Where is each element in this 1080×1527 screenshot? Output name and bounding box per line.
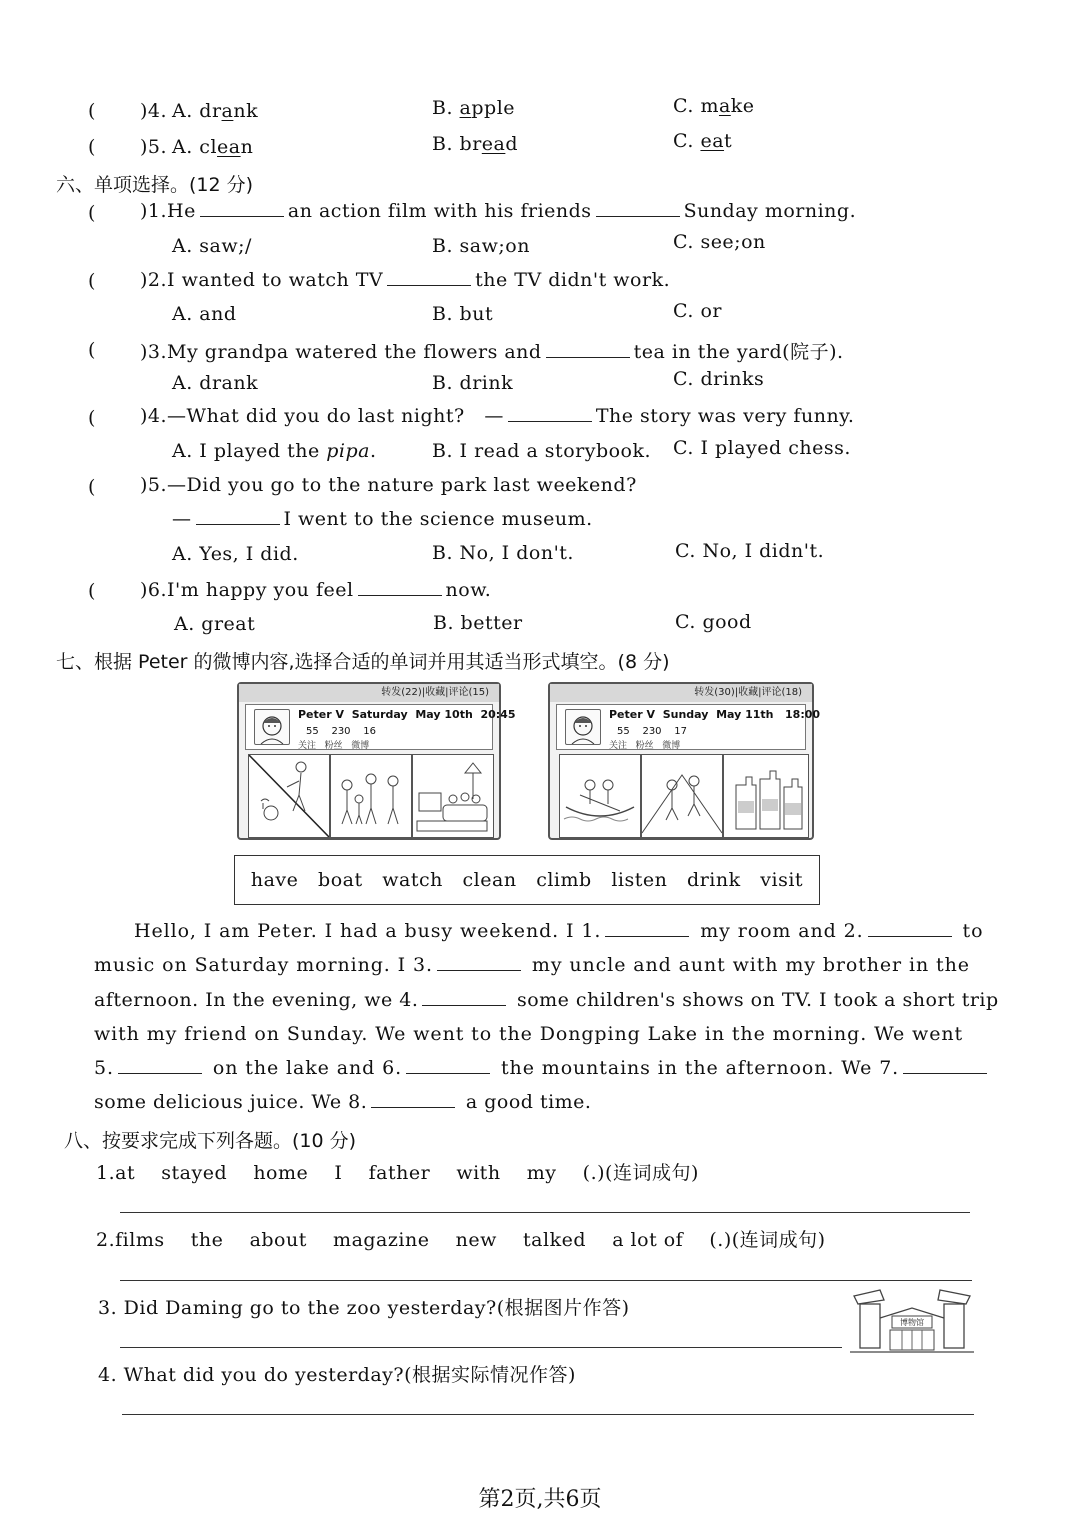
option-c: C. No, I didn't.	[675, 540, 825, 562]
weibo-post-saturday	[237, 682, 516, 840]
answer-blank[interactable]	[868, 935, 952, 937]
question: )2.I wanted to watch TV the TV didn't work.	[140, 269, 671, 291]
question: )1.He an action film with his friends Sunday morning.	[140, 200, 857, 222]
answer-line[interactable]	[122, 1414, 974, 1415]
option-b: B. but	[432, 303, 494, 325]
profile-card	[245, 704, 516, 751]
profile-card	[556, 704, 821, 751]
option-a: A. clean	[172, 136, 254, 158]
answer-blank[interactable]	[422, 1004, 506, 1006]
section-title: 六、单项选择。(12 分)	[56, 174, 254, 196]
picture-boating	[559, 754, 641, 838]
reorder-question: 2.films the about magazine new talked a lot of (.)(连词成句)	[96, 1229, 826, 1251]
option-c: C. eat	[673, 130, 733, 152]
paren: (	[88, 100, 96, 122]
option-c: C. I played chess.	[673, 437, 851, 459]
museum-sign: 博物馆	[900, 1318, 924, 1327]
option-b: B. drink	[432, 372, 514, 394]
question-line2: — I went to the science museum.	[172, 508, 593, 530]
word-bank-item: drink	[687, 869, 741, 891]
word-bank	[234, 855, 820, 905]
option-c: C. make	[673, 95, 755, 117]
option-b: B. better	[433, 612, 523, 634]
post-stats: 55 230 17	[617, 726, 687, 737]
option-c: C. drinks	[673, 368, 765, 390]
picture-watching-tv	[412, 754, 494, 838]
question: )5.—Did you go to the nature park last weekend?	[140, 474, 637, 496]
post-stats: 55 230 16	[306, 726, 376, 737]
answer-blank[interactable]	[437, 969, 521, 971]
word-bank-item: clean	[462, 869, 517, 891]
option-a: A. great	[174, 613, 256, 635]
passage-line: with my friend on Sunday. We went to the Dongping Lake in the morning. We went	[94, 1023, 964, 1045]
option-a: A. and	[172, 303, 237, 325]
word-bank-item: watch	[382, 869, 443, 891]
question: 3. Did Daming go to the zoo yesterday?(根据图片作答)	[98, 1297, 630, 1319]
option-b: B. apple	[432, 97, 516, 119]
weibo-post-sunday	[548, 682, 821, 840]
section-title: 八、按要求完成下列各题。(10 分)	[64, 1130, 357, 1152]
answer-blank[interactable]	[371, 1106, 455, 1108]
passage-line: 5. on the lake and 6. the mountains in the afternoon. We 7.	[94, 1057, 991, 1079]
answer-blank[interactable]	[546, 356, 630, 358]
word-bank-item: listen	[611, 869, 668, 891]
answer-blank[interactable]	[118, 1072, 202, 1074]
paren: (	[88, 136, 96, 158]
paren: (	[88, 407, 96, 429]
option-a: A. Yes, I did.	[172, 543, 299, 565]
option-a: A. drank	[172, 100, 259, 122]
answer-blank[interactable]	[200, 215, 284, 217]
option-a: A. I played the pipa.	[172, 440, 377, 462]
answer-blank[interactable]	[196, 523, 280, 525]
stat-labels: 关注 粉丝 微博	[298, 741, 370, 751]
answer-blank[interactable]	[358, 594, 442, 596]
passage-line: Hello, I am Peter. I had a busy weekend. I 1. my room and 2. to	[134, 920, 984, 942]
paren: (	[88, 339, 96, 361]
word-bank-item: have	[250, 869, 299, 891]
answer-blank[interactable]	[508, 420, 592, 422]
option-a: A. saw;/	[172, 235, 252, 257]
post-meta: Peter V Sunday May 11th 18:00	[609, 708, 821, 721]
post-actions: 转发(30)|收藏|评论(18)	[550, 684, 812, 702]
paren: (	[88, 580, 96, 602]
post-meta: Peter V Saturday May 10th 20:45	[298, 708, 516, 721]
word-bank-item: climb	[536, 869, 592, 891]
question: )6.I'm happy you feel now.	[140, 579, 492, 601]
answer-blank[interactable]	[387, 284, 471, 286]
answer-blank[interactable]	[605, 935, 689, 937]
picture-climbing-mountain	[641, 754, 723, 838]
question: )3.My grandpa watered the flowers and tea in the yard(院子).	[140, 341, 844, 363]
option-b: B. I read a storybook.	[432, 440, 652, 462]
option-c: C. or	[673, 300, 722, 322]
option-c: C. see;on	[673, 231, 766, 253]
option-c: C. good	[675, 611, 752, 633]
option-a: A. drank	[172, 372, 259, 394]
avatar	[565, 709, 601, 745]
answer-blank[interactable]	[903, 1072, 987, 1074]
answer-blank[interactable]	[406, 1072, 490, 1074]
word-bank-item: boat	[318, 869, 363, 891]
picture-juice-bottles	[723, 754, 809, 838]
answer-line[interactable]	[120, 1212, 970, 1213]
answer-line[interactable]	[120, 1347, 842, 1348]
picture-visiting-family	[330, 754, 412, 838]
question: )4.—What did you do last night? — The story was very funny.	[140, 405, 855, 427]
option-b: B. bread	[432, 133, 519, 155]
passage-line: afternoon. In the evening, we 4. some children's shows on TV. I took a short trip	[94, 989, 999, 1011]
answer-line[interactable]	[120, 1280, 972, 1281]
q-num: )4.	[140, 100, 168, 122]
option-b: B. No, I don't.	[432, 542, 574, 564]
reorder-question: 1.at stayed home I father with my (.)(连词成句)	[96, 1162, 699, 1184]
passage-line: music on Saturday morning. I 3. my uncle and aunt with my brother in the	[94, 954, 970, 976]
picture-crossed-out-cleaning	[248, 754, 330, 838]
post-actions: 转发(22)|收藏|评论(15)	[239, 684, 499, 702]
section-title: 七、根据 Peter 的微博内容,选择合适的单词并用其适当形式填空。(8 分)	[56, 651, 670, 673]
option-b: B. saw;on	[432, 235, 530, 257]
paren: (	[88, 270, 96, 292]
avatar	[254, 709, 290, 745]
paren: (	[88, 476, 96, 498]
museum-illustration	[850, 1288, 974, 1358]
word-bank-item: visit	[760, 869, 804, 891]
page-footer: 第2页,共6页	[478, 1487, 602, 1512]
answer-blank[interactable]	[596, 215, 680, 217]
paren: (	[88, 202, 96, 224]
q-num: )5.	[140, 136, 168, 158]
passage-line: some delicious juice. We 8. a good time.	[94, 1091, 592, 1113]
stat-labels: 关注 粉丝 微博	[609, 741, 681, 751]
question: 4. What did you do yesterday?(根据实际情况作答)	[98, 1364, 576, 1386]
